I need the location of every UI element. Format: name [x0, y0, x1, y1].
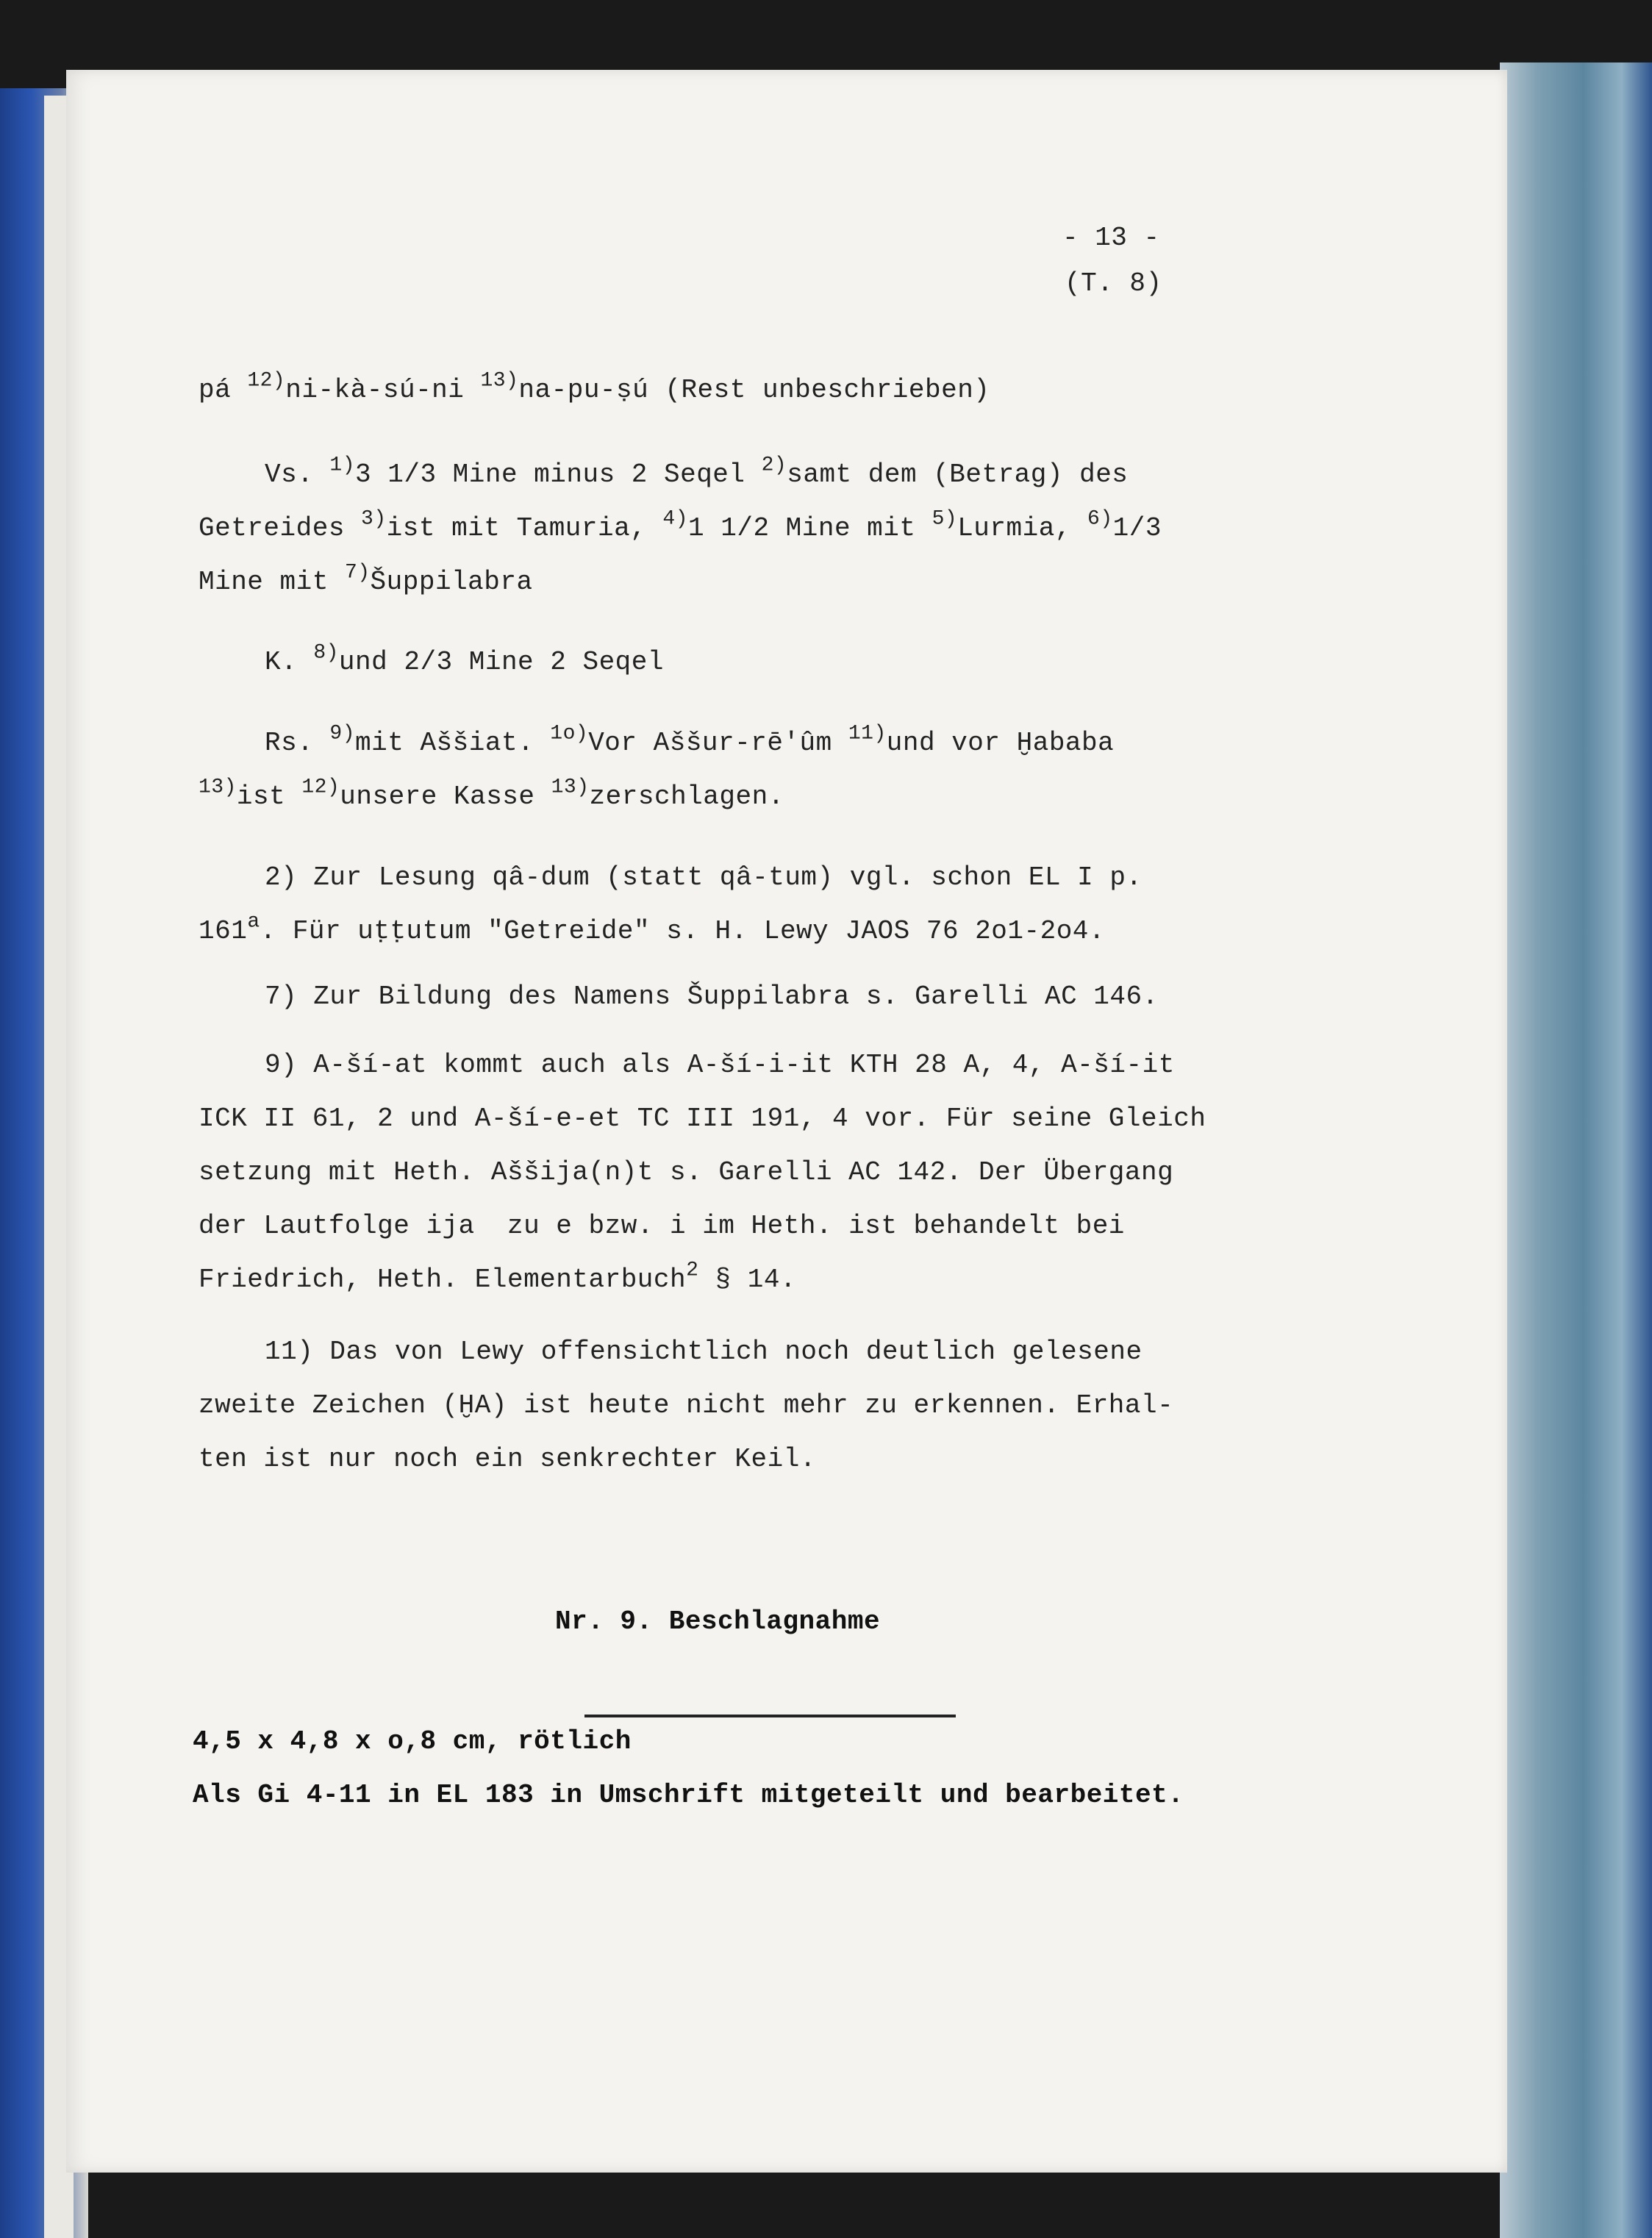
note-2-line-2: 161$^a$. Für uṭṭutum "Getreide" s. H. Lewy JAOS 76 2o1-2o4. [199, 910, 1106, 946]
note-9-line-1: 9) A-ší-at kommt auch als A-ší-i-it KTH 28 A, 4, A-ší-it [265, 1050, 1175, 1080]
heading-underline [584, 1715, 956, 1717]
note-9-line-5: Friedrich, Heth. Elementarbuch$^2$ § 14. [199, 1259, 797, 1295]
book-binding-right [1500, 62, 1652, 2238]
page-number: - 13 - [1062, 223, 1160, 253]
note-9-line-2: ICK II 61, 2 und A-ší-e-et TC III 191, 4 vor. Für seine Gleich [199, 1104, 1206, 1134]
translation-rs-line-2: $^{13)}$ist $^{12)}$unsere Kasse $^{13)}$zerschlagen. [199, 776, 784, 812]
translation-vs-line-2: Getreides $^{3)}$ist mit Tamuria, $^{4)}$1 1/2 Mine mit $^{5)}$Lurmia, $^{6)}$1/3 [199, 507, 1162, 543]
note-11-line-2: zweite Zeichen (ḪA) ist heute nicht mehr zu erkennen. Erhal- [199, 1390, 1174, 1420]
text-reference: (T. 8) [1065, 268, 1162, 298]
publication-note: Als Gi 4-11 in EL 183 in Umschrift mitgeteilt und bearbeitet. [193, 1780, 1184, 1810]
translation-k-line: K. $^{8)}$und 2/3 Mine 2 Seqel [265, 641, 664, 677]
note-9-line-4: der Lautfolge ija zu e bzw. i im Heth. ist behandelt bei [199, 1211, 1125, 1241]
translation-vs-line-3: Mine mit $^{7)}$Šuppilabra [199, 561, 533, 597]
note-7: 7) Zur Bildung des Namens Šuppilabra s. Garelli AC 146. [265, 982, 1159, 1012]
translation-rs-line-1: Rs. $^{9)}$mit Aššiat. $^{1o)}$Vor Aššur-rē'ûm $^{11)}$und vor Ḫababa [265, 722, 1115, 758]
translation-vs-line-1: Vs. $^{1)}$3 1/3 Mine minus 2 Seqel $^{2)}$samt dem (Betrag) des [265, 454, 1129, 490]
document-page [66, 70, 1507, 2173]
note-9-line-3: setzung mit Heth. Aššija(n)t s. Garelli AC 142. Der Übergang [199, 1157, 1174, 1187]
note-11-line-3: ten ist nur noch ein senkrechter Keil. [199, 1444, 816, 1474]
note-2-line-1: 2) Zur Lesung qâ-dum (statt qâ-tum) vgl. schon EL I p. [265, 862, 1143, 893]
section-heading: Nr. 9. Beschlagnahme [555, 1606, 881, 1637]
tablet-dimensions: 4,5 x 4,8 x o,8 cm, rötlich [193, 1726, 632, 1756]
note-11-line-1: 11) Das von Lewy offensichtlich noch deutlich gelesene [265, 1337, 1143, 1367]
translit-line-end: pá $^{12)}$ni-kà-sú-ni $^{13)}$na-pu-ṣú (Rest unbeschrieben) [199, 369, 990, 405]
